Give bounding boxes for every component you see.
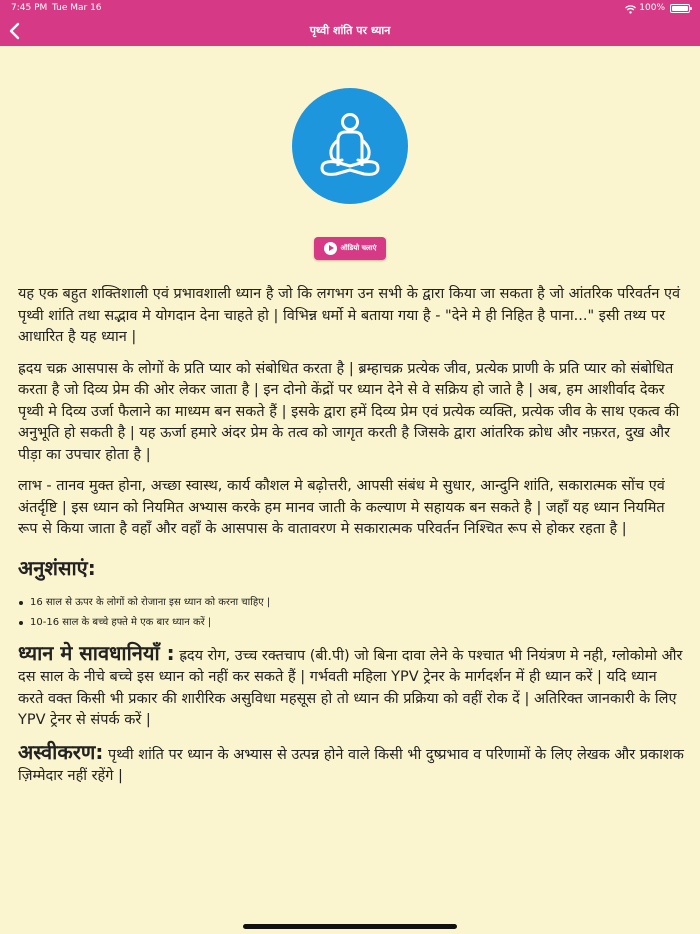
disclaimer-section: [18, 739, 684, 788]
status-indicators: [625, 0, 690, 16]
wifi-icon: [625, 4, 636, 13]
recommendations-heading: अनुशंसाएं:: [18, 555, 96, 580]
list-item: 10-16 साल के बच्चे हफ्ते मे एक बार ध्यान करें |: [18, 613, 684, 633]
play-icon: [324, 242, 337, 255]
status-bar: [0, 0, 700, 16]
precautions-heading: ध्यान मे सावधानियाँ :: [18, 640, 175, 665]
battery-full-icon: [670, 4, 690, 13]
recommendations-list: [18, 593, 684, 633]
disclaimer-heading: अस्वीकरण:: [18, 739, 104, 764]
benefits-paragraph: लाभ - तानव मुक्त होना, अच्छा स्वास्थ, कार्य कौशल मे बढ़ोत्तरी, आपसी संबंध मे सुधार, आन्दुनि शांति, सकारात्मक सोंच एवं अंतर्दृष्टि | इस ध्यान को नियमित अभ्यास करके हम मानव जाती के कल्याण मे सहायक बन सकते है | जहाँ यह ध्यान नियमित रूप से किया जाता है वहाँ और वहाँ के आसपास के वातावरण मे सकारात्मक परिवर्तन निश्चित रूप से होकर रहता है |: [18, 478, 665, 537]
status-time: 7:45 PM: [11, 3, 48, 13]
battery-percent: 100%: [639, 3, 665, 13]
list-item: 16 साल से ऊपर के लोगों को रोजाना इस ध्यान को करना चाहिए |: [18, 593, 684, 613]
disclaimer-text: पृथ्वी शांति पर ध्यान के अभ्यास से उत्पन्न होने वाले किसी भी दुष्प्रभाव व परिणामों के लिए लेखक और प्रकाशक ज़िम्मेदार नहीं रहेंगे |: [18, 746, 684, 784]
status-date: Tue Mar 16: [52, 3, 102, 13]
app-header: [0, 0, 700, 46]
page-title: पृथ्वी शांति पर ध्यान: [309, 24, 391, 37]
intro-paragraph: यह एक बहुत शक्तिशाली एवं प्रभावशाली ध्यान है जो कि लगभग उन सभी के द्वारा किया जा सकता है जो आंतरिक परिवर्तन एवं पृथ्वी शांति तथा सद्भाव मे योगदान देना चाहते हो | विभिन्न धर्मो मे बताया गया है - "देने मे ही निहित है पाना..." इसी तथ्य पर आधारित है यह ध्यान |: [18, 286, 681, 345]
home-indicator[interactable]: [243, 924, 457, 929]
precautions-text: ह्रदय रोग, उच्च रक्तचाप (बी.पी) जो बिना दावा लेने के पश्चात भी नियंत्रण मे नही, ग्लोकोमो और दस साल के नीचे बच्चे इस ध्यान को नहीं कर सकते हैं | गर्भवती महिला YPV ट्रेनर के मार्गदर्शन में ही ध्यान करें | यदि ध्यान करते वक्त किसी भी प्रकार की शारीरिक असुविधा महसूस हो तो ध्यान की प्रक्रिया को वहीं रोक दें | अतिरिक्त जानकारी के लिए YPV ट्रेनर से संपर्क करें |: [18, 647, 683, 728]
heart-chakra-paragraph: ह्रदय चक्र आसपास के लोगों के प्रति प्यार को संबोधित करता है | ब्रम्हाचक्र प्रत्येक जीव, प्रत्येक प्राणी के प्रति प्यार को संबोधित करता है जो दिव्य प्रेम की ओर लेकर जाता है | इन दोनो केंद्रों पर ध्यान देने से वे सक्रिय हो जाते है | अब, हम आशीर्वाद देकर पृथ्वी मे दिव्य उर्जा फैलाने का माध्यम बन सकते हैं | इसके द्वारा हमें दिव्य प्रेम एवं प्रत्येक व्यक्ति, प्रत्येक जीव के साथ एकत्व की अनुभूति हो सकती है | यह ऊर्जा हमारे अंदर प्रेम के तत्व को जागृत करती है जिसके द्वारा आंतरिक क्रोध और नफ़रत, दुख और पीड़ा का उपचार होता है |: [18, 360, 680, 463]
nav-bar: [0, 16, 700, 46]
meditation-person-icon: [292, 88, 408, 204]
play-audio-label: ऑडियो चलाएं: [340, 244, 377, 252]
meditation-description: [18, 284, 684, 798]
play-audio-button[interactable]: [314, 237, 386, 260]
precautions-section: [18, 640, 684, 732]
